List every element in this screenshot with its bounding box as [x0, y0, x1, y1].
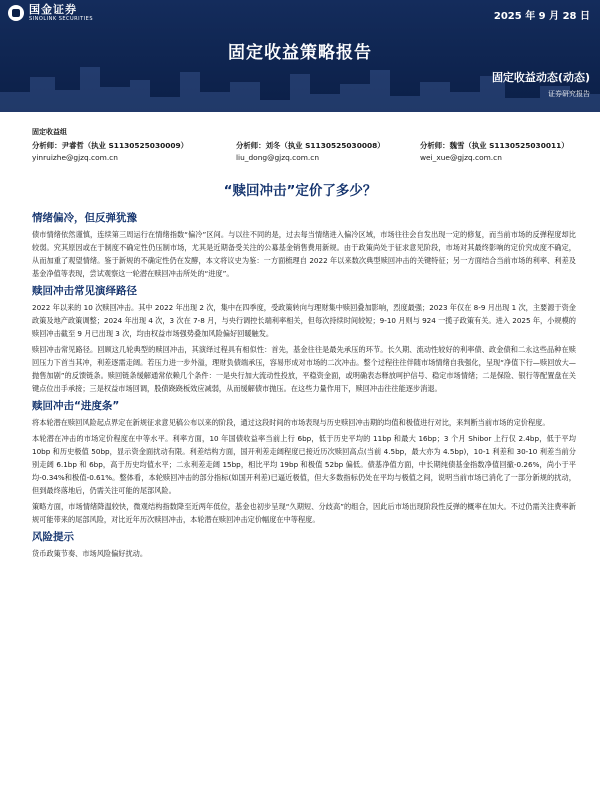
brand-name-cn: 国金证券 [29, 3, 77, 16]
section-heading: 赎回冲击“进度条” [32, 400, 120, 412]
report-body [32, 210, 576, 563]
body-paragraph: 2022 年以来的 10 次赎回冲击。其中 2022 年出现 2 次，集中在四季度，受政策转向与理财集中赎回叠加影响，烈度最强；2023 年仅在 8-9 月出现 1 次，主要源于资金政策及地产政策调整；2024 年出现 4 次，3 次在 7-8 月，与央行调控长端利率相关，但每次持续时间较短；9-10 月则与 924 一揽子政策有关。进入 2025 年，小规模的赎回冲击截至 9 月已出现 3 次，均由权益市场强势叠加风险偏好回暖触发。 [32, 303, 576, 338]
brand-logo-icon [8, 5, 24, 21]
analyst-label: 分析师：刘冬（执业 S1130525030008） [236, 141, 385, 150]
brand-logo [8, 4, 93, 22]
section-heading: 赎回冲击常见演绎路径 [32, 285, 137, 297]
section-heading: 情绪偏冷，但反弹犹豫 [32, 212, 137, 224]
analyst-group-label: 固定收益组 [32, 128, 67, 136]
body-paragraph: 策略方面，市场情绪降温较快，微观结构指数降至近两年低位，基金也初步呈现“久期短、分歧高”的组合，因此后市场出现阶段性反弹的概率在加大。不过仍需关注费率新规可能带来的尾部风险，对比近年历次赎回冲击，本轮潜在赎回冲击定价幅度在中等程度。 [32, 502, 576, 524]
analyst-label: 分析师：尹睿哲（执业 S1130525030009） [32, 141, 189, 150]
body-paragraph: 货币政策节奏、市场风险偏好扰动。 [32, 549, 148, 558]
analyst-block [32, 127, 572, 164]
section-heading: 风险提示 [32, 531, 74, 543]
analyst-email[interactable]: wei_xue@gjzq.com.cn [420, 153, 502, 162]
brand-name-en: SINOLINK SECURITIES [29, 16, 93, 22]
report-date: 2025 年 9 月 28 日 [493, 11, 590, 22]
document-title: “赎回冲击”定价了多少？ [223, 183, 377, 199]
report-subtype: 固定收益动态(动态) [491, 71, 590, 84]
analyst-item [420, 140, 572, 164]
body-paragraph: 本轮潜在冲击的市场定价程度在中等水平。利率方面，10 年国债收益率当前上行 6bp，低于历史平均的 11bp 和最大 16bp；3 个月 Shibor 上行仅 2.4bp，低于平均 10bp 和历史极值 50bp，显示资金面扰动有限。利差结构方面，国开利差走阔程度已接近历次赎回高点(当前 4.5bp，最大亦为 4.5bp)，10-1 利差和 30-10 利差当前分别走阔 6.1bp 和 6bp，高于历史均值水平；二永利差走阔 15bp，相比平均 19bp 和极值 52bp 偏低。债基净值方面，中长期纯债基金指数净值回撤-0.26%，尚小于平均-0.34%和极值-0.61%。整体看，本轮赎回冲击的部分指标(如国开利差)已逼近极值，但大多数指标仍处在平均与极值之间，说明当前市场已消化了一部分新规的扰动，但到最终落地后，仍需关注可能的尾部风险。 [32, 434, 576, 495]
analyst-item [236, 140, 420, 164]
analyst-row [32, 140, 572, 164]
analyst-item [32, 140, 236, 164]
report-banner [0, 0, 600, 112]
body-paragraph: 债市情绪依然谨慎，连续第三周运行在情绪指数“偏冷”区间。与以往不同的是，过去每当情绪进入偏冷区域，市场往往会自发出现一定的修复，而当前市场的反弹程度却比较弱。究其原因或在于制度不确定性仍压制市场，尤其是近期备受关注的公募基金销售费用新规。由于政策尚处于征求意见阶段，市场对其最终影响的定价究成度不确定，从而加重了观望情绪。鉴于新规的不确定性仍在发酵，本文将议史为鉴：一方面梳理自 2022 年以来数次典型赎回冲击的关键特征；另一方面结合当前市场的利率、利差及基金净值等表现，尝试观察这一轮潜在赎回冲击所处的“进度”。 [32, 230, 576, 278]
body-paragraph: 将本轮潜在赎回风险起点界定在新规征求意见稿公布以来的阶段，通过这段时间的市场表现与历史赎回冲击期的均值和极值进行对比，来判断当前市场的定价程度。 [32, 418, 550, 427]
analyst-email[interactable]: yinruizhe@gjzq.com.cn [32, 153, 118, 162]
body-paragraph: 赎回冲击常见路径。回顾这几轮典型的赎回冲击，其演绎过程具有相似性：首先，基金往往是最先承压的环节。长久期、流动性较好的利率债、政金债和二永这些品种在赎回压力下首当其冲，利差逐需走阔。若压力进一步外溢，理财负债端承压，容易形成对市场的二次冲击。整个过程往往伴随市场情绪自我强化，呈现“净值下行—赎回放大—抛售加剧”的反馈链条。赎回链条缓解通常依赖几个条件：一是央行加大流动性投放，平稳资金面，或明确表态释放呵护信号、稳定市场情绪；二是保险、银行等配置盘在关键点位出手承接；三是权益市场回调，股债跷跷板效应减弱，从而缓解债市抛压。在这些力量作用下，赎回冲击往往能逐步消退。 [32, 345, 576, 393]
report-tag: 证券研究报告 [548, 90, 590, 98]
analyst-label: 分析师：魏雪（执业 S1130525030011） [420, 141, 569, 150]
analyst-email[interactable]: liu_dong@gjzq.com.cn [236, 153, 320, 162]
report-type: 固定收益策略报告 [228, 43, 372, 63]
